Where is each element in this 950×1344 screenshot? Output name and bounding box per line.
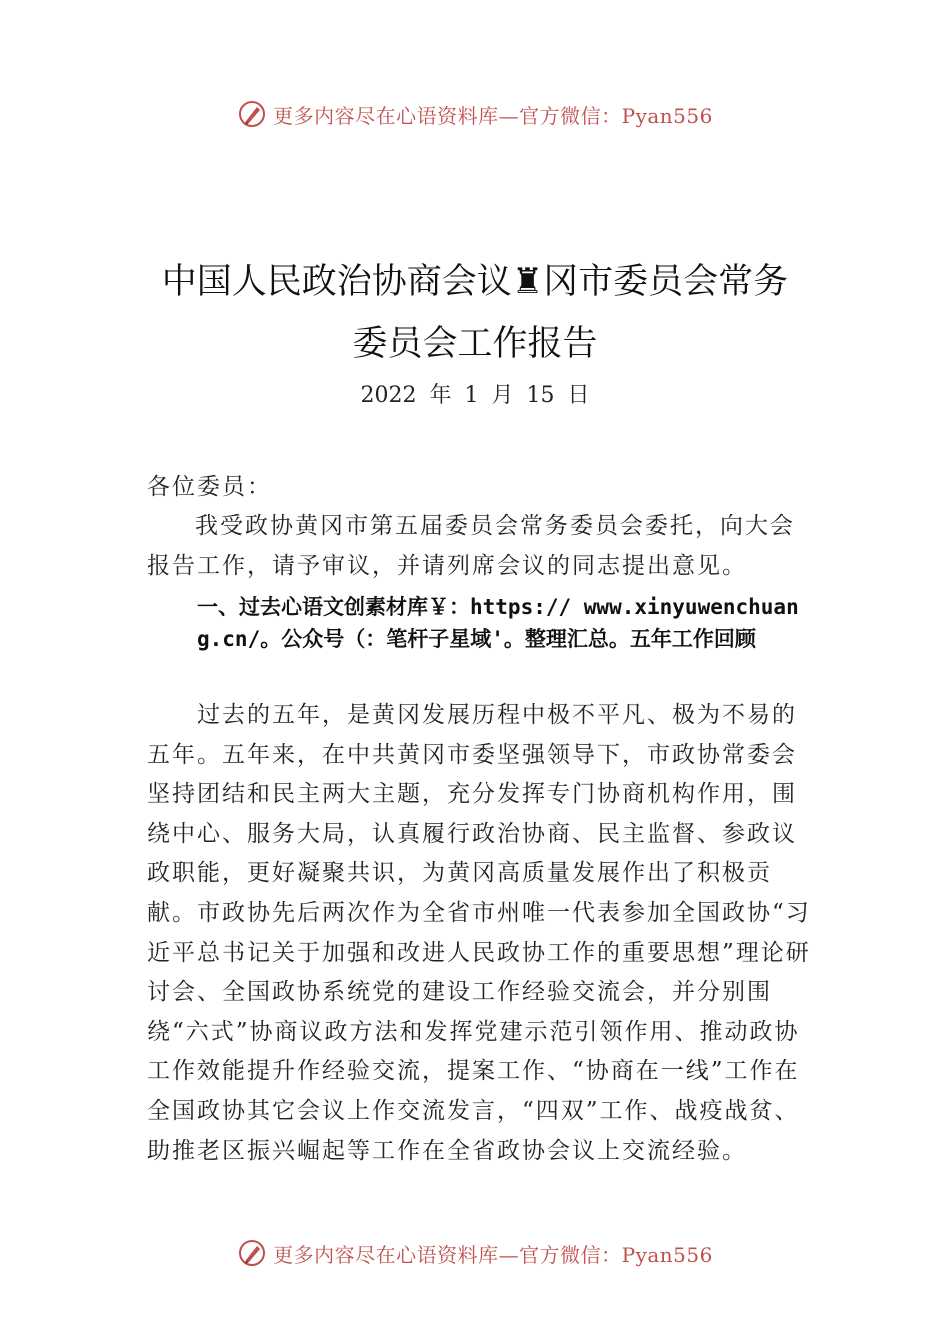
banner-text <box>273 1239 713 1268</box>
paragraph-review: 过去的五年，是黄冈发展历程中极不平凡、极为不易的五年。五年来，在中共黄冈市委坚强领导下，市政协常委会坚持团结和民主两大主题，充分发挥专门协商机构作用，围绕中心、服务大局，认真履行政治协商、民主监督、参政议政职能，更好凝聚共识，为黄冈高质量发展作出了积极贡献。市政协先后两次作为全省市州唯一代表参加全国政协“习近平总书记关于加强和改进人民政协工作的重要思想”理论研讨会、全国政协系统党的建设工作经验交流会，并分别围绕“六式”协商议政方法和发挥党建示范引领作用、推动政协工作效能提升作经验交流，提案工作、“协商在一线”工作在全国政协其它会议上作交流发言，“四双”工作、战疫战贫、助推老区振兴崛起等工作在全省政协会议上交流经验。 <box>147 702 811 1164</box>
pen-logo-icon <box>237 99 267 129</box>
banner-label: 更多内容尽在心语资料库—官方微信： <box>273 103 622 128</box>
footer-watermark-banner <box>0 1233 950 1273</box>
banner-label: 更多内容尽在心语资料库—官方微信： <box>273 1242 622 1267</box>
document-date: 2022 年 1 月 15 日 <box>360 383 590 408</box>
paragraph-intro: 我受政协黄冈市第五届委员会常务委员会委托，向大会报告工作，请予审议，并请列席会议的同志提出意见。 <box>147 513 795 579</box>
header-watermark-banner <box>0 94 950 134</box>
banner-text <box>273 100 713 129</box>
banner-wechat-id: Pyan556 <box>621 1242 713 1267</box>
banner-wechat-id: Pyan556 <box>621 103 713 128</box>
document-title-line-2: 委员会工作报告 <box>352 324 598 364</box>
document-title-line-1: 中国人民政治协商会议♜冈市委员会常务 <box>161 262 789 302</box>
section-heading: 一、过去心语文创素材库￥：https:// www.xinyuwenchuang.cn/。公众号（：笔杆子星域'。整理汇总。五年工作回顾 <box>197 595 799 651</box>
salutation: 各位委员： <box>147 474 272 500</box>
pen-logo-icon <box>237 1238 267 1268</box>
